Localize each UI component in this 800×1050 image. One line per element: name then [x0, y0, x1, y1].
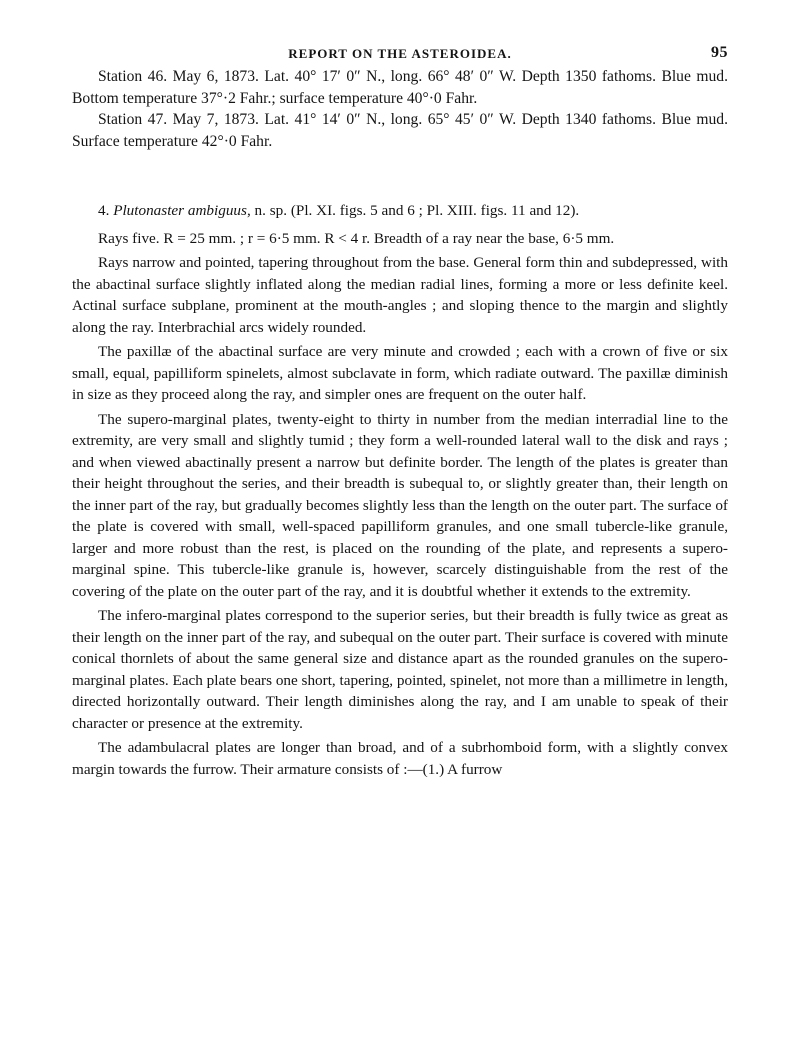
species-number: 4. — [98, 202, 110, 219]
running-title: REPORT ON THE ASTEROIDEA. — [288, 46, 512, 61]
species-name: Plutonaster ambiguus — [113, 202, 247, 219]
paragraph-supero-marginal: The supero-marginal plates, twenty-eight to thirty in number from the median interradial line to the extremity, are very small and slightly tumid ; they form a well-rounded lateral wall to the disk and rays ; and when viewed abactinally present a narrow but definite border. The length of the plates is greater than their height throughout the series, and their breadth is subequal to, or slightly greater than, their length on the inner part of the ray, but gradually becomes slightly less than the length on the outer part. The surface of the plate is covered with small, well-spaced papilliform granules, and one small tubercle-like granule, larger and more robust than the rest, is placed on the rounding of the plate, and represents a supero-marginal spine. This tubercle-like granule is, however, scarcely distinguishable from the rest of the covering of the plate on the outer part of the ray, and it is doubtful whether it extends to the extremity. — [72, 410, 728, 600]
station-records — [72, 66, 728, 152]
running-head — [72, 40, 728, 66]
paragraph-general-form: Rays narrow and pointed, tapering throughout from the base. General form thin and subdepressed, with the abactinal surface slightly inflated along the median radial lines, forming a more or less definite keel. Actinal surface subplane, prominent at the mouth-angles ; and sloping thence to the margin and slightly along the ray. Interbrachial arcs widely rounded. — [72, 254, 728, 336]
station-46-record: Station 46. May 6, 1873. Lat. 40° 17′ 0″ N., long. 66° 48′ 0″ W. Depth 1350 fathoms. Blue mud. Bottom temperature 37°·2 Fahr.; surface temperature 40°·0 Fahr. — [72, 68, 728, 107]
paragraph-dimensions: Rays five. R = 25 mm. ; r = 6·5 mm. R < 4 r. Breadth of a ray near the base, 6·5 mm. — [98, 229, 615, 247]
species-reference: , n. sp. (Pl. XI. figs. 5 and 6 ; Pl. XIII. figs. 11 and 12). — [246, 202, 580, 219]
page — [72, 40, 728, 780]
paragraph-adambulacral: The adambulacral plates are longer than broad, and of a subrhomboid form, with a slightly convex margin towards the furrow. Their armature consists of :—(1.) A furrow — [72, 739, 728, 778]
station-47-record: Station 47. May 7, 1873. Lat. 41° 14′ 0″ N., long. 65° 45′ 0″ W. Depth 1340 fathoms. Blue mud. Surface temperature 42°·0 Fahr. — [72, 111, 728, 150]
paragraph-infero-marginal: The infero-marginal plates correspond to the superior series, but their breadth is fully twice as great as their length on the inner part of the ray, and subequal on the outer part. Their surface is covered with minute conical thornlets of about the same general size and distance apart as the rounded granules on the supero-marginal plates. Each plate bears one short, tapering, pointed, spinelet, not more than a millimetre in length, directed horizontally outward. Their length diminishes along the ray, and I am unable to speak of their character or presence at the extremity. — [72, 607, 728, 732]
paragraph-paxillae: The paxillæ of the abactinal surface are very minute and crowded ; each with a crown of five or six small, equal, papilliform spinelets, almost subclavate in form, which radiate outward. The paxillæ diminish in size as they proceed along the ray, and simpler ones are frequent on the outer half. — [72, 343, 728, 403]
species-description — [72, 228, 728, 781]
page-number: 95 — [711, 44, 728, 61]
species-heading — [72, 200, 728, 222]
